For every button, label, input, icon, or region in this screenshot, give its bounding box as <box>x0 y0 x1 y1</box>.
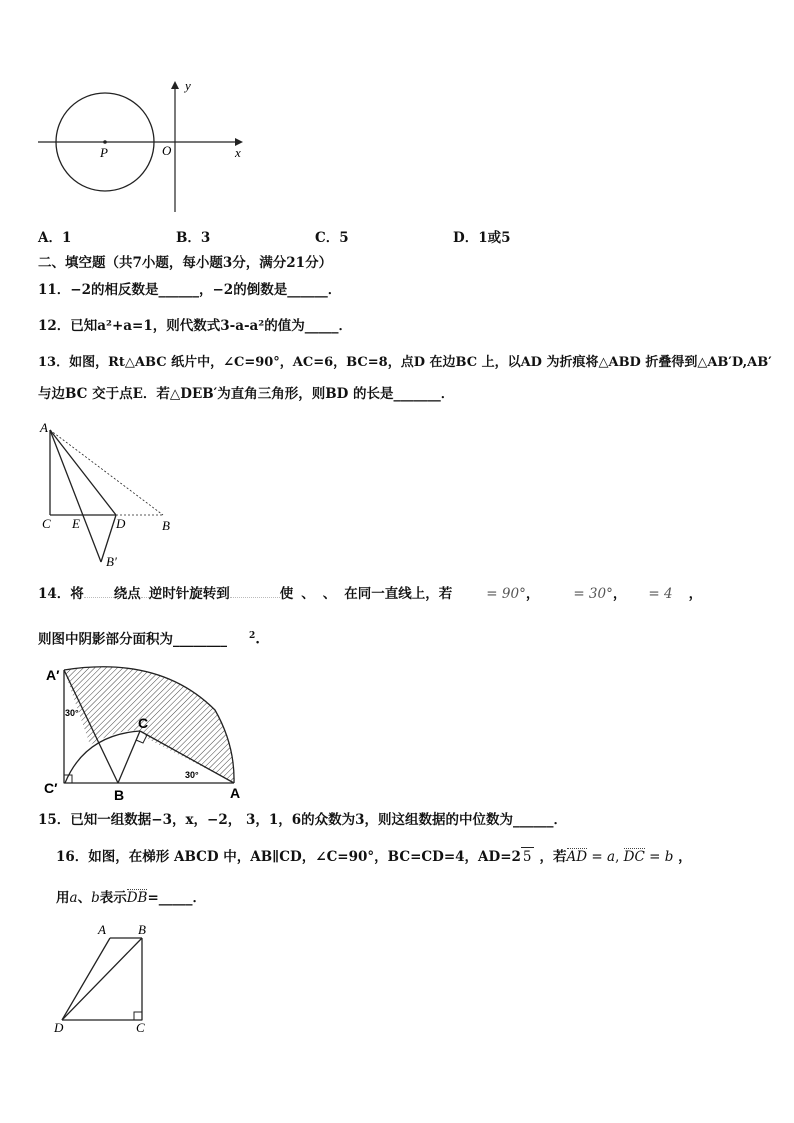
figure-13-triangle <box>36 420 186 570</box>
fig14-label-a: A <box>230 785 241 801</box>
fig13-label-d: D <box>116 516 126 531</box>
fig16-label-b: B <box>138 922 146 937</box>
question-12: 12．已知a²+a=1，则代数式3-a-a²的值为_____． <box>38 318 352 334</box>
fig14-label-cp: C′ <box>44 780 58 796</box>
fig13-label-b: B <box>162 518 170 533</box>
figure-16-trapezoid <box>50 920 160 1040</box>
fig16-label-c: C <box>136 1020 145 1035</box>
question-16-line1: 16．如图，在梯形 ABCD 中，AB∥CD，∠C=90°，BC=CD=4，AD=2 5 ，若AD = a, DC = b ， <box>56 849 692 865</box>
question-13-line1: 13．如图，Rt△ABC 纸片中，∠C=90°，AC=6，BC=8，点D 在边BC 上，以AD 为折痕将△ABD 折叠得到△AB′D,AB′ <box>38 355 772 370</box>
point-p-label: P <box>100 145 108 160</box>
question-13-line2: 与边BC 交于点E．若△DEB′为直角三角形，则BD 的长是_______． <box>38 386 455 402</box>
question-16-line2: 用a、b表示DB=_____． <box>56 890 207 906</box>
fig14-label-c: C <box>138 715 149 731</box>
option-c: C．5 <box>315 230 349 246</box>
figure-14-rotation <box>40 660 250 805</box>
fig14-angle-1: 30° <box>65 708 79 718</box>
fig14-angle-2: 30° <box>185 770 199 780</box>
fig13-label-c: C <box>42 516 51 531</box>
option-a: A．1 <box>38 230 72 246</box>
question-14-line1: 14．将 绕点 逆时针旋转到 使 、 、 在同一直线上，若 = 90°， = 30°， = 4 ， <box>38 586 703 602</box>
section-title: 二、填空题（共7小题，每小题3分，满分21分） <box>38 255 333 271</box>
fig14-label-b: B <box>114 787 125 803</box>
figure-circle-axes <box>30 75 250 215</box>
y-axis-label: y <box>185 78 191 93</box>
fig16-label-a: A <box>98 922 106 937</box>
fig16-label-d: D <box>54 1020 64 1035</box>
question-11: 11．−2的相反数是______，−2的倒数是______． <box>38 282 342 298</box>
fig13-label-bp: B′ <box>106 554 117 569</box>
question-14-line2: 则图中阴影部分面积为________ $^2$. <box>38 631 260 648</box>
x-axis-label: x <box>235 145 241 160</box>
fig14-label-ap: A′ <box>46 667 60 683</box>
option-b: B．3 <box>176 230 211 246</box>
option-d: D．1或5 <box>453 230 511 246</box>
fig13-label-a: A <box>40 420 48 435</box>
fig13-label-e: E <box>72 516 80 531</box>
question-15: 15．已知一组数据−3，x，−2， 3，1，6的众数为3，则这组数据的中位数为______． <box>38 812 568 828</box>
origin-label: O <box>162 143 172 158</box>
